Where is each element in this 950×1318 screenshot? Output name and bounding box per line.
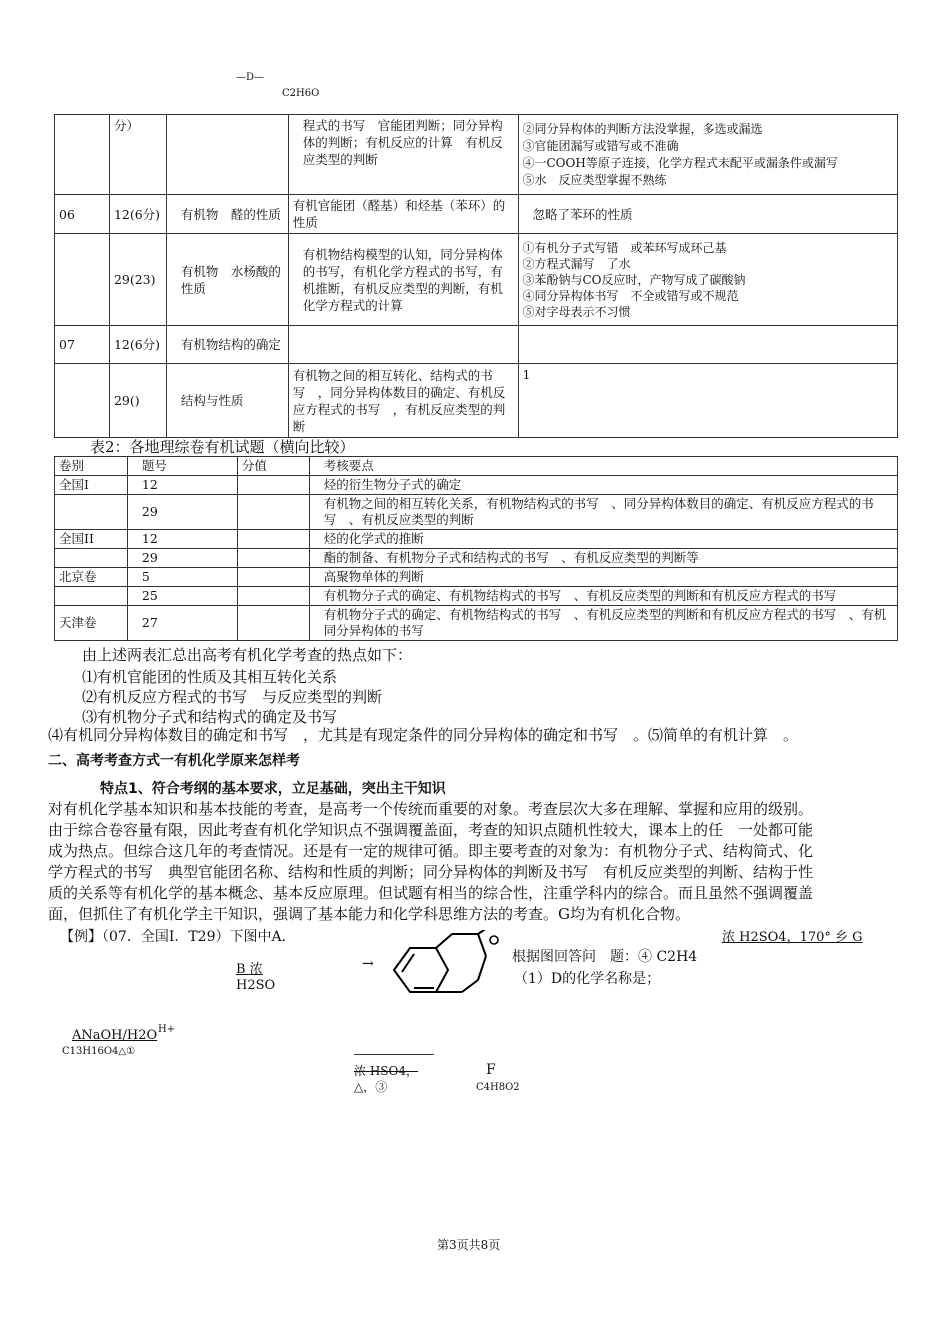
header-q: 题号 [127,457,237,476]
table-header-row [55,457,898,476]
header-point: 考核要点 [309,457,897,476]
cell-errors: 1 [518,364,898,438]
cell-qnum: 12(6分) [109,195,166,234]
reagent-hplus: H+ [158,1024,176,1035]
cell-score [237,587,309,606]
header-fragment-2: C2H6O [282,88,320,99]
cell-score [237,530,309,549]
table-row [55,568,898,587]
paragraph-line: 由于综合卷容量有限，因此考查有机化学知识点不强调覆盖面，考查的知识点随机性较大，课本上的任 一处都可能 [48,821,814,839]
cell-points [288,326,518,364]
cell-vol [55,587,128,606]
cell-year: 06 [55,195,110,234]
cell-qnum: 12(6分) [109,326,166,364]
formula-f: C4H8O2 [476,1082,520,1093]
paragraph-line: 对有机化学基本知识和基本技能的考查，是高考一个传统而重要的对象。考查层次大多在理解、掌握和应用的级别。 [48,800,814,818]
reagent-delta: △，③ [354,1080,388,1094]
cell-qnum: 29() [109,364,166,438]
reagent-h2so4: 浓 HSO4， [354,1064,418,1078]
cell-q: 29 [127,495,237,530]
cell-qnum: 29(23) [109,234,166,326]
cell-year [55,115,110,195]
table-row [55,530,898,549]
reagent-a: ANaOH/H2O [72,1028,158,1043]
cell-score [237,568,309,587]
table-row [55,115,898,195]
cell-topic [166,115,288,195]
cell-q: 12 [127,476,237,495]
paragraph-line: 学方程式的书写 典型官能团名称、结构和性质的判断；同分异构体的判断及书写 有机反应类型的判断、结构于性 [48,863,814,881]
cell-errors: ①有机分子式写错 或苯环写成环己基 ②方程式漏写 了水 ③苯酚钠与CO反应时，产物写成了碳酸钠 ④同分异构体书写 不全或错写或不规范 ⑤对字母表示不习惯 [518,234,898,326]
summary-item: ⑷有机同分异构体数目的确定和书写 ，尤其是有现定条件的同分异构体的确定和书写 。⑸简单的有机计算 。 [48,726,799,744]
table-row [55,476,898,495]
summary-item: ⑶有机物分子式和结构式的确定及书写 [82,708,338,726]
cell-errors [518,326,898,364]
cell-errors: 忽略了苯环的性质 [518,195,898,234]
paragraph-line: 质的关系等有机化学的基本概念、基本反应原理。但试题有相当的综合性，注重学科内的综合。而且虽然不强调覆盖 [48,884,814,902]
cell-q: 27 [127,606,237,641]
table-1 [54,114,898,438]
header-score: 分值 [237,457,309,476]
table-2 [54,456,898,641]
cell-score [237,495,309,530]
cell-q: 25 [127,587,237,606]
feature-heading: 特点1、符合考纲的基本要求，立足基础，突出主干知识 [100,781,446,797]
cell-point: 烃的化学式的推断 [309,530,897,549]
cell-vol: 全国I [55,476,128,495]
paragraph-line: 成为热点。但综合这几年的考查情况。还是有一定的规律可循。即主要考查的对象为：有机物分子式、结构简式、化 [48,842,814,860]
formula-a: C13H16O4△① [62,1046,136,1057]
cell-vol [55,549,128,568]
summary-intro: 由上述两表汇总出高考有机化学考查的热点如下： [82,646,413,664]
cell-q: 12 [127,530,237,549]
page-footer: 第3页共8页 [437,1238,501,1252]
cell-errors: ②同分异构体的判断方法没掌握，多选或漏选 ③官能团漏写或错写或不准确 ④一COOH等原子连接，化学方程式未配平或漏条件或漏写 ⑤水 反应类型掌握不熟练 [518,115,898,195]
cell-qnum: 分） [109,115,166,195]
cell-vol: 天津卷 [55,606,128,641]
cell-point: 高聚物单体的判断 [309,568,897,587]
cell-point: 酯的制备、有机物分子式和结构式的书写 、有机反应类型的判断等 [309,549,897,568]
cell-year [55,234,110,326]
cell-q: 5 [127,568,237,587]
example-q1: （1）D的化学名称是； [514,971,661,987]
reagent-h2so: H2SO [236,978,276,993]
example-question: 根据图回答问 题：④ C2H4 [512,949,698,965]
cell-score [237,549,309,568]
header-vol: 卷别 [55,457,128,476]
section-title: 二、高考考查方式一有机化学原来怎样考 [48,753,300,769]
cell-points: 有机官能团（醛基）和烃基（苯环）的性质 [288,195,518,234]
cell-topic: 有机物结构的确定 [166,326,288,364]
cell-year: 07 [55,326,110,364]
cell-point: 有机物之间的相互转化关系，有机物结构式的书写 、同分异构体数目的确定、有机反应方程式的书写 、有机反应类型的判断 [309,495,897,530]
cell-score [237,476,309,495]
paragraph-line: 面，但抓住了有机化学主干知识，强调了基本能力和化学科思维方法的考查。G均为有机化合物。 [48,905,690,923]
arrow-icon: → [362,956,374,972]
cell-points: 有机物结构模型的认知，同分异构体的书写，有机化学方程式的书写，有机推断，有机反应类型的判断，有机化学方程式的计算 [288,234,518,326]
cell-q: 29 [127,549,237,568]
reaction-line [354,1054,434,1055]
lactone-structure [382,930,512,1018]
table-row [55,234,898,326]
cell-vol: 全国II [55,530,128,549]
cell-points: 有机物之间的相互转化、结构式的书写 ，同分异构体数目的确定、有机反应方程式的书写 ，有机反应类型的判断 [288,364,518,438]
compound-f: F [486,1062,496,1078]
cell-points: 程式的书写 官能团判断；同分异构体的判断；有机反应的计算 有机反应类型的判断 [288,115,518,195]
example-reagent-top: 浓 H2SO4，170° 乡 G [722,930,863,945]
cell-topic: 结构与性质 [166,364,288,438]
cell-vol: 北京卷 [55,568,128,587]
header-fragment-1: —D— [236,72,265,83]
summary-item: ⑵有机反应方程式的书写 与反应类型的判断 [82,688,383,706]
cell-point: 有机物分子式的确定、有机物结构式的书写 、有机反应类型的判断和有机反应方程式的书写 [309,587,897,606]
cell-point: 烃的衍生物分子式的确定 [309,476,897,495]
example-label: 【例】（07．全国I．T29）下图中A． [60,929,296,945]
cell-year [55,364,110,438]
cell-score [237,606,309,641]
table-row [55,195,898,234]
table-2-caption: 表2：各地理综卷有机试题（横向比较） [90,438,355,456]
table-row [55,495,898,530]
cell-vol [55,495,128,530]
summary-item: ⑴有机官能团的性质及其相互转化关系 [82,668,338,686]
table-row [55,364,898,438]
table-row [55,606,898,641]
table-row [55,549,898,568]
table-row [55,587,898,606]
cell-point: 有机物分子式的确定、有机物结构式的书写 、有机反应类型的判断和有机反应方程式的书写 、有机同分异构体的书写 [309,606,897,641]
cell-topic: 有机物 水杨酸的性质 [166,234,288,326]
reagent-b: B 浓 [236,962,263,977]
cell-topic: 有机物 醛的性质 [166,195,288,234]
table-row [55,326,898,364]
